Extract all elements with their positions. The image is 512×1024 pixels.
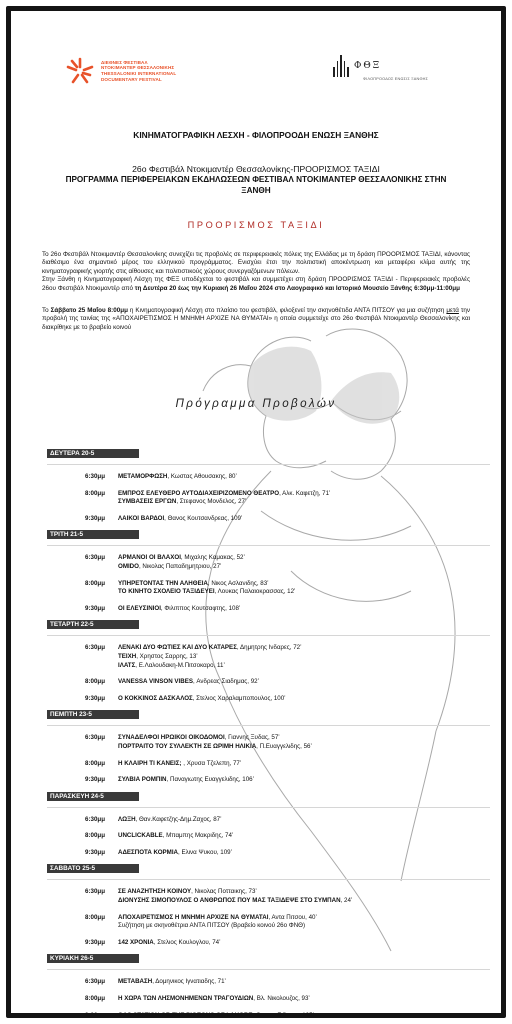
screening-slot — [47, 1012, 493, 1018]
film-credit: , Χρυσα Τζελεπη, 77’ — [181, 759, 242, 767]
film-entry — [118, 1012, 314, 1018]
film-title: ΟΙ ΕΛΕΥΣΙΝΙΟΙ — [118, 604, 161, 612]
film-credit: , Π.Ευαγγελιδης, 56’ — [256, 742, 312, 750]
film-credit: , Παναγιωτης Ευαγγελιδης, 106’ — [166, 776, 254, 784]
film-entry — [118, 914, 317, 923]
screening-slot — [47, 832, 493, 841]
screening-time: 9:30μμ — [85, 514, 105, 522]
intro-text-a: Το 26ο Φεστιβάλ Ντοκιμαντέρ Θεσσαλονίκης συνεχίζει τις προβολές σε περιφερειακές πόλεις της Ελλάδας με τη δράση ΠΡΟΟΡΙΣΜΟΣ ΤΑΞΙΔΙ, κάνοντας διαθέσιμο ένα σημαντικό μέρος του ελληνικού προγράμματος. Ενισχύει έτσι την πολιτιστική αποκέντρωση και μεταφέρει κλίμα αυτής της κινηματογραφικής γιορτής στις αίθουσες και πολιτιστικούς χώρους συνεργαζόμενων πόλεων. — [42, 251, 470, 275]
screening-films — [118, 849, 232, 858]
film-credit: , Μπαμπης Μακριδης, 74’ — [162, 832, 234, 840]
screening-films — [118, 554, 245, 571]
day-divider — [47, 629, 490, 636]
day-header: ΚΥΡΙΑΚΗ 26-5 — [47, 954, 139, 963]
screening-slot — [47, 580, 493, 597]
film-credit: , Χρηστος Σαρρης, 13’ — [136, 652, 198, 660]
film-credit: , Νικος Ασλανιδης, 83’ — [207, 579, 269, 587]
screening-time: 6:30μμ — [85, 888, 105, 896]
film-entry — [118, 978, 226, 987]
intro-paragraph-1 — [42, 251, 470, 293]
intro-p2-text-b: την προβολή της ταινίας της «ΑΠΟΧΑΙΡΕΤΙΣΜΟΣ Η ΜΝΗΜΗ ΑΡΧΙΖΕ ΝΑ ΘΥΜΑΤΑΙ» η οποία συμμετείχε στο 26ο Φεστιβάλ Ντοκιμαντέρ Θεσσαλονίκης και διακρίθηκε με το βραβείο κοινού — [42, 307, 471, 331]
screening-time: 6:30μμ — [85, 473, 105, 480]
day-divider — [47, 801, 490, 808]
film-credit: , Νικολας Παπαδημητριου, 27’ — [138, 562, 222, 570]
film-title: ΣΕ ΑΝΑΖΗΤΗΣΗ ΚΟΙΝΟΥ — [118, 888, 192, 896]
screening-time: 6:30μμ — [85, 734, 105, 742]
screening-slot — [47, 695, 493, 704]
film-title: ΙΛΑΤΣ — [118, 661, 136, 669]
screening-films — [118, 914, 317, 931]
screening-slot — [47, 760, 493, 769]
film-title: GAS STATION OR THE PIGEONS OF LAHORE — [118, 1011, 253, 1018]
film-title: ΑΠΟΧΑΙΡΕΤΙΣΜΟΣ Η ΜΝΗΜΗ ΑΡΧΙΖΕ ΝΑ ΘΥΜΑΤΑΙ — [118, 913, 269, 921]
intro-dates: τη Δευτέρα 20 έως την Κυριακή 26 Μαΐου 2024 στο Λαογραφικό και Ιστορικό Μουσείο Ξάνθης 6:30μμ-11:00μμ — [134, 284, 460, 292]
screening-time: 9:30μμ — [85, 1011, 105, 1018]
film-title: ΔΙΟΝΥΣΗΣ ΣΙΜΟΠΟΥΛΟΣ Ο ΑΝΘΡΩΠΟΣ ΠΟΥ ΜΑΣ ΤΑΞΙΔΕΨΕ ΣΤΟ ΣΥΜΠΑΝ — [118, 897, 341, 905]
film-credit: , Αλκ. Καφετζη, 71’ — [279, 489, 331, 497]
film-credit: , Κωστας Αθουσακης, 80’ — [167, 473, 237, 480]
screening-slot — [47, 776, 493, 785]
film-credit: , Θωμας Σιδερης, 105’ — [252, 1011, 314, 1018]
film-credit: , Λουκας Παλαιοκρασσας, 12’ — [214, 588, 296, 596]
film-title: ΜΕΤΑΜΟΡΦΩΣΗ — [118, 473, 168, 480]
screening-films — [118, 473, 237, 482]
screening-time: 8:00μμ — [85, 832, 105, 840]
film-credit: , Ανδρεας Σιαδημας, 92’ — [192, 678, 259, 686]
screening-films — [118, 678, 259, 687]
film-entry — [118, 922, 317, 931]
film-title: UNCLICKABLE — [118, 832, 163, 840]
film-title: ΑΡΜΑΝΟΙ ΟΙ ΒΛΑΧΟΙ — [118, 554, 181, 562]
screening-films — [118, 644, 301, 670]
film-entry — [118, 662, 301, 671]
screening-time: 6:30μμ — [85, 644, 105, 652]
screening-time: 6:30μμ — [85, 815, 105, 823]
film-credit: , 24’ — [340, 897, 353, 905]
film-credit: , Στελιος Χαραλαμποπουλος, 100’ — [192, 694, 286, 702]
film-title: ΛΑΙΚΟΙ ΒΑΡΔΟΙ — [118, 514, 165, 522]
screening-slot — [47, 490, 493, 507]
film-title: ΛΕΝΑΚΙ ΔΥΟ ΦΩΤΙΕΣ ΚΑΙ ΔΥΟ ΚΑΤΑΡΕΣ — [118, 644, 237, 652]
film-credit: , Ε.Λαλουδακη-Μ.Πιτσοκαρο, 11’ — [135, 661, 225, 669]
screening-films — [118, 515, 242, 524]
screening-films — [118, 816, 221, 825]
film-entry — [118, 832, 233, 841]
screening-slot — [47, 605, 493, 614]
screening-time: 9:30μμ — [85, 776, 105, 784]
screening-films — [118, 888, 352, 905]
film-credit: , Θαν.Καφετζης-Δημ.Ζαχος, 87’ — [135, 815, 222, 823]
intro-p2-after: μετά — [446, 307, 459, 314]
film-title: ΣΥΛΒΙΑ ΡΟΜΠΙΝ — [118, 776, 167, 784]
day-header: ΠΑΡΑΣΚΕΥΗ 24-5 — [47, 792, 139, 801]
screening-slot — [47, 978, 493, 987]
screening-slot — [47, 995, 493, 1004]
day-header: ΤΕΤΑΡΤΗ 22-5 — [47, 620, 139, 629]
film-credit: , Στεφανος Μονδελος, 27’ — [176, 498, 247, 506]
film-title: VANESSA VINSON VIBES — [118, 678, 193, 686]
film-title: Η ΧΩΡΑ ΤΩΝ ΛΗΣΜΟΝΗΜΕΝΩΝ ΤΡΑΓΟΥΔΙΩΝ — [118, 995, 254, 1003]
film-credit: , Αντα Πιτσου, 40’ — [268, 913, 317, 921]
film-title: ΠΟΡΤΡΑΙΤΟ ΤΟΥ ΣΥΛΛΕΚΤΗ ΣΕ ΩΡΙΜΗ ΗΛΙΚΙΑ — [118, 742, 257, 750]
film-entry — [118, 473, 237, 482]
film-entry — [118, 760, 241, 769]
film-credit: , Ελινα Ψυκου, 109’ — [178, 848, 232, 856]
festival-logo-line-2: ΝΤΟΚΙΜΑΝΤΕΡ ΘΕΣΣΑΛΟΝΙΚΗΣ — [101, 65, 175, 71]
screening-time: 8:00μμ — [85, 759, 105, 767]
film-title: ΣΥΝΑΔΕΛΦΟΙ ΗΡΩΙΚΟΙ ΟΙΚΟΔΟΜΟΙ — [118, 734, 225, 742]
film-title: Η ΚΛΑΙΡΗ ΤΙ ΚΑΝΕΙΣ; — [118, 759, 182, 767]
fex-bars-icon — [333, 55, 349, 77]
intro-p2-text-a: η Κινηματογραφική Λέσχη στο πλαίσιο του φεστιβάλ, φιλοξενεί την σκηνοθέτιδα ΑΝΤΑ ΠΙΤΣΟΥ για μια συζήτηση — [127, 307, 447, 314]
film-entry — [118, 743, 312, 752]
day-header: ΤΡΙΤΗ 21-5 — [47, 530, 139, 539]
film-title: ΤΟ ΚΙΝΗΤΟ ΣΧΟΛΕΙΟ ΤΑΞΙΔΕΥΕΙ — [118, 588, 215, 596]
screening-slot — [47, 734, 493, 751]
film-title: ΛΩΞΗ — [118, 815, 136, 823]
film-credit: Συζήτηση με σκηνοθέτρια ΑΝΤΑ ΠΙΤΣΟΥ (Βραβείο κοινού 26ο ΦΝΘ) — [118, 922, 306, 930]
screening-slot — [47, 678, 493, 687]
film-entry — [118, 563, 245, 572]
film-title: 142 ΧΡΟΝΙΑ — [118, 938, 154, 946]
screening-slot — [47, 849, 493, 858]
screening-films — [118, 832, 233, 841]
film-entry — [118, 644, 301, 653]
film-entry — [118, 580, 295, 589]
film-title: ΑΔΕΣΠΟΤΑ ΚΟΡΜΙΑ — [118, 848, 179, 856]
day-header: ΣΑΒΒΑΤΟ 25-5 — [47, 864, 139, 873]
festival-star-icon — [65, 57, 95, 85]
film-entry — [118, 897, 352, 906]
intro-text-b: Στην Ξάνθη η Κινηματογραφική Λέσχη της ΦΕΞ υποδέχεται το φεστιβάλ και συμμετέχει στη δράση ΠΡΟΟΡΙΣΜΟΣ ΤΑΞΙΔΙ - Περιφερειακές προβολές 26ου Φεστιβάλ Ντοκιμαντέρ από — [42, 276, 470, 292]
festival-heading: 26ο Φεστιβάλ Ντοκιμαντέρ Θεσσαλονίκης-ΠΡΟΟΡΙΣΜΟΣ ΤΑΞΙΔΙ — [132, 164, 380, 174]
screening-slot — [47, 939, 493, 948]
film-entry — [118, 888, 352, 897]
screening-films — [118, 1012, 314, 1018]
screening-slot — [47, 914, 493, 931]
screening-films — [118, 776, 254, 785]
screening-films — [118, 760, 241, 769]
film-entry — [118, 849, 232, 858]
screening-time: 8:00μμ — [85, 995, 105, 1003]
screening-films — [118, 580, 295, 597]
screening-films — [118, 978, 226, 987]
destination-heading: ΠΡΟΟΡΙΣΜΟΣ ΤΑΞΙΔΙ — [187, 220, 325, 230]
screening-schedule — [47, 449, 493, 1018]
screening-time: 6:30μμ — [85, 554, 105, 562]
screening-time: 8:00μμ — [85, 913, 105, 921]
film-credit: , Στελιος Κουλογλου, 74’ — [153, 938, 221, 946]
film-credit: , Βλ. Νικολουζος, 93’ — [253, 995, 310, 1003]
festival-logo-line-1: ΔΙΕΘΝΕΣ ΦΕΣΤΙΒΑΛ — [101, 59, 148, 65]
film-entry — [118, 995, 310, 1004]
film-entry — [118, 678, 259, 687]
screening-films — [118, 490, 330, 507]
fex-logo-subtitle: ΦΙΛΟΠΡΟΟΔΟΣ ΕΝΩΣΙΣ ΞΑΝΘΗΣ — [363, 77, 429, 81]
screening-slot — [47, 888, 493, 905]
screening-films — [118, 995, 310, 1004]
film-credit: , Δομηνικος Ιγνατιαδης, 71’ — [152, 978, 226, 986]
film-entry — [118, 776, 254, 785]
screening-time: 8:00μμ — [85, 579, 105, 587]
program-heading: ΠΡΟΓΡΑΜΜΑ ΠΕΡΙΦΕΡΕΙΑΚΩΝ ΕΚΔΗΛΩΣΕΩΝ ΦΕΣΤΙΒΑΛ ΝΤΟΚΙΜΑΝΤΕΡ ΘΕΣΣΑΛΟΝΙΚΗΣ ΣΤΗΝ ΞΑΝΘΗ — [65, 175, 447, 195]
intro-paragraph-2 — [42, 307, 470, 332]
film-entry — [118, 588, 295, 597]
screening-time: 9:30μμ — [85, 848, 105, 856]
screening-slot — [47, 515, 493, 524]
screening-films — [118, 695, 286, 704]
film-title: ΥΠΗΡΕΤΟΝΤΑΣ ΤΗΝ ΑΛΗΘΕΙΑ — [118, 579, 208, 587]
film-title: ΕΜΠΡΟΣ ΕΛΕΥΘΕΡΟ ΑΥΤΟΔΙΑΧΕΙΡΙΖΟΜΕΝΟ ΘΕΑΤΡΟ — [118, 489, 280, 497]
film-entry — [118, 734, 312, 743]
film-credit: , Γιαννης Ξυδας, 57’ — [224, 734, 280, 742]
day-header: ΔΕΥΤΕΡΑ 20-5 — [47, 449, 139, 458]
fex-logo — [333, 55, 428, 81]
film-entry — [118, 695, 286, 704]
film-credit: , Μιχαλης Καμακας, 52’ — [180, 554, 245, 562]
screening-time: 8:00μμ — [85, 489, 105, 497]
film-title: ΤΕΙΧΗ — [118, 652, 137, 660]
screening-films — [118, 734, 312, 751]
screening-slot — [47, 644, 493, 670]
film-entry — [118, 554, 245, 563]
screening-slot — [47, 554, 493, 571]
film-entry — [118, 653, 301, 662]
film-credit: , Νικολας Ποτταικης, 73’ — [191, 888, 257, 896]
screening-slot — [47, 816, 493, 825]
screening-time: 9:30μμ — [85, 694, 105, 702]
film-credit: , Δημητρης Ινδαρες, 72’ — [236, 644, 302, 652]
festival-logo-line-4: DOCUMENTARY FESTIVAL — [101, 76, 162, 82]
day-divider — [47, 873, 490, 880]
festival-logo-line-3: THESSALONIKI INTERNATIONAL — [101, 71, 177, 76]
intro-p2-date: Σάββατο 25 Μαΐου 8:00μμ — [50, 307, 128, 314]
screening-time: 8:00μμ — [85, 678, 105, 686]
film-entry — [118, 498, 330, 507]
film-entry — [118, 490, 330, 499]
screening-films — [118, 939, 220, 948]
festival-logo — [65, 57, 176, 85]
screening-time: 9:30μμ — [85, 604, 105, 612]
intro-p2-lead: Το — [42, 307, 51, 314]
film-credit: , Θανος Κουτσανδρεας, 109’ — [164, 514, 243, 522]
film-credit: , Φιλιππος Κουτσαφτης, 108’ — [160, 604, 241, 612]
film-entry — [118, 816, 221, 825]
screening-slot — [47, 473, 493, 482]
film-title: OMIDO — [118, 562, 139, 570]
day-divider — [47, 963, 490, 970]
film-entry — [118, 605, 240, 614]
club-heading: ΚΙΝΗΜΑΤΟΓΡΑΦΙΚΗ ΛΕΣΧΗ - ΦΙΛΟΠΡΟΟΔΗ ΕΝΩΣΗ ΞΑΝΘΗΣ — [133, 130, 379, 140]
day-divider — [47, 458, 490, 465]
day-divider — [47, 719, 490, 726]
day-divider — [47, 539, 490, 546]
schedule-heading: Πρόγραμμα Προβολών — [175, 397, 337, 410]
film-entry — [118, 515, 242, 524]
film-title: ΜΕΤΑΒΑΣΗ — [118, 978, 153, 986]
film-title: ΣΥΜΒΑΣΕΙΣ ΕΡΓΩΝ — [118, 498, 177, 506]
screening-time: 6:30μμ — [85, 978, 105, 986]
film-entry — [118, 939, 220, 948]
fex-logo-mark: ΦΘΞ — [353, 61, 382, 71]
day-header: ΠΕΜΠΤΗ 23-5 — [47, 710, 139, 719]
screening-time: 9:30μμ — [85, 938, 105, 946]
poster-frame — [6, 6, 506, 1018]
screening-films — [118, 605, 240, 614]
film-title: Ο ΚΟΚΚΙΝΟΣ ΔΑΣΚΑΛΟΣ — [118, 694, 193, 702]
